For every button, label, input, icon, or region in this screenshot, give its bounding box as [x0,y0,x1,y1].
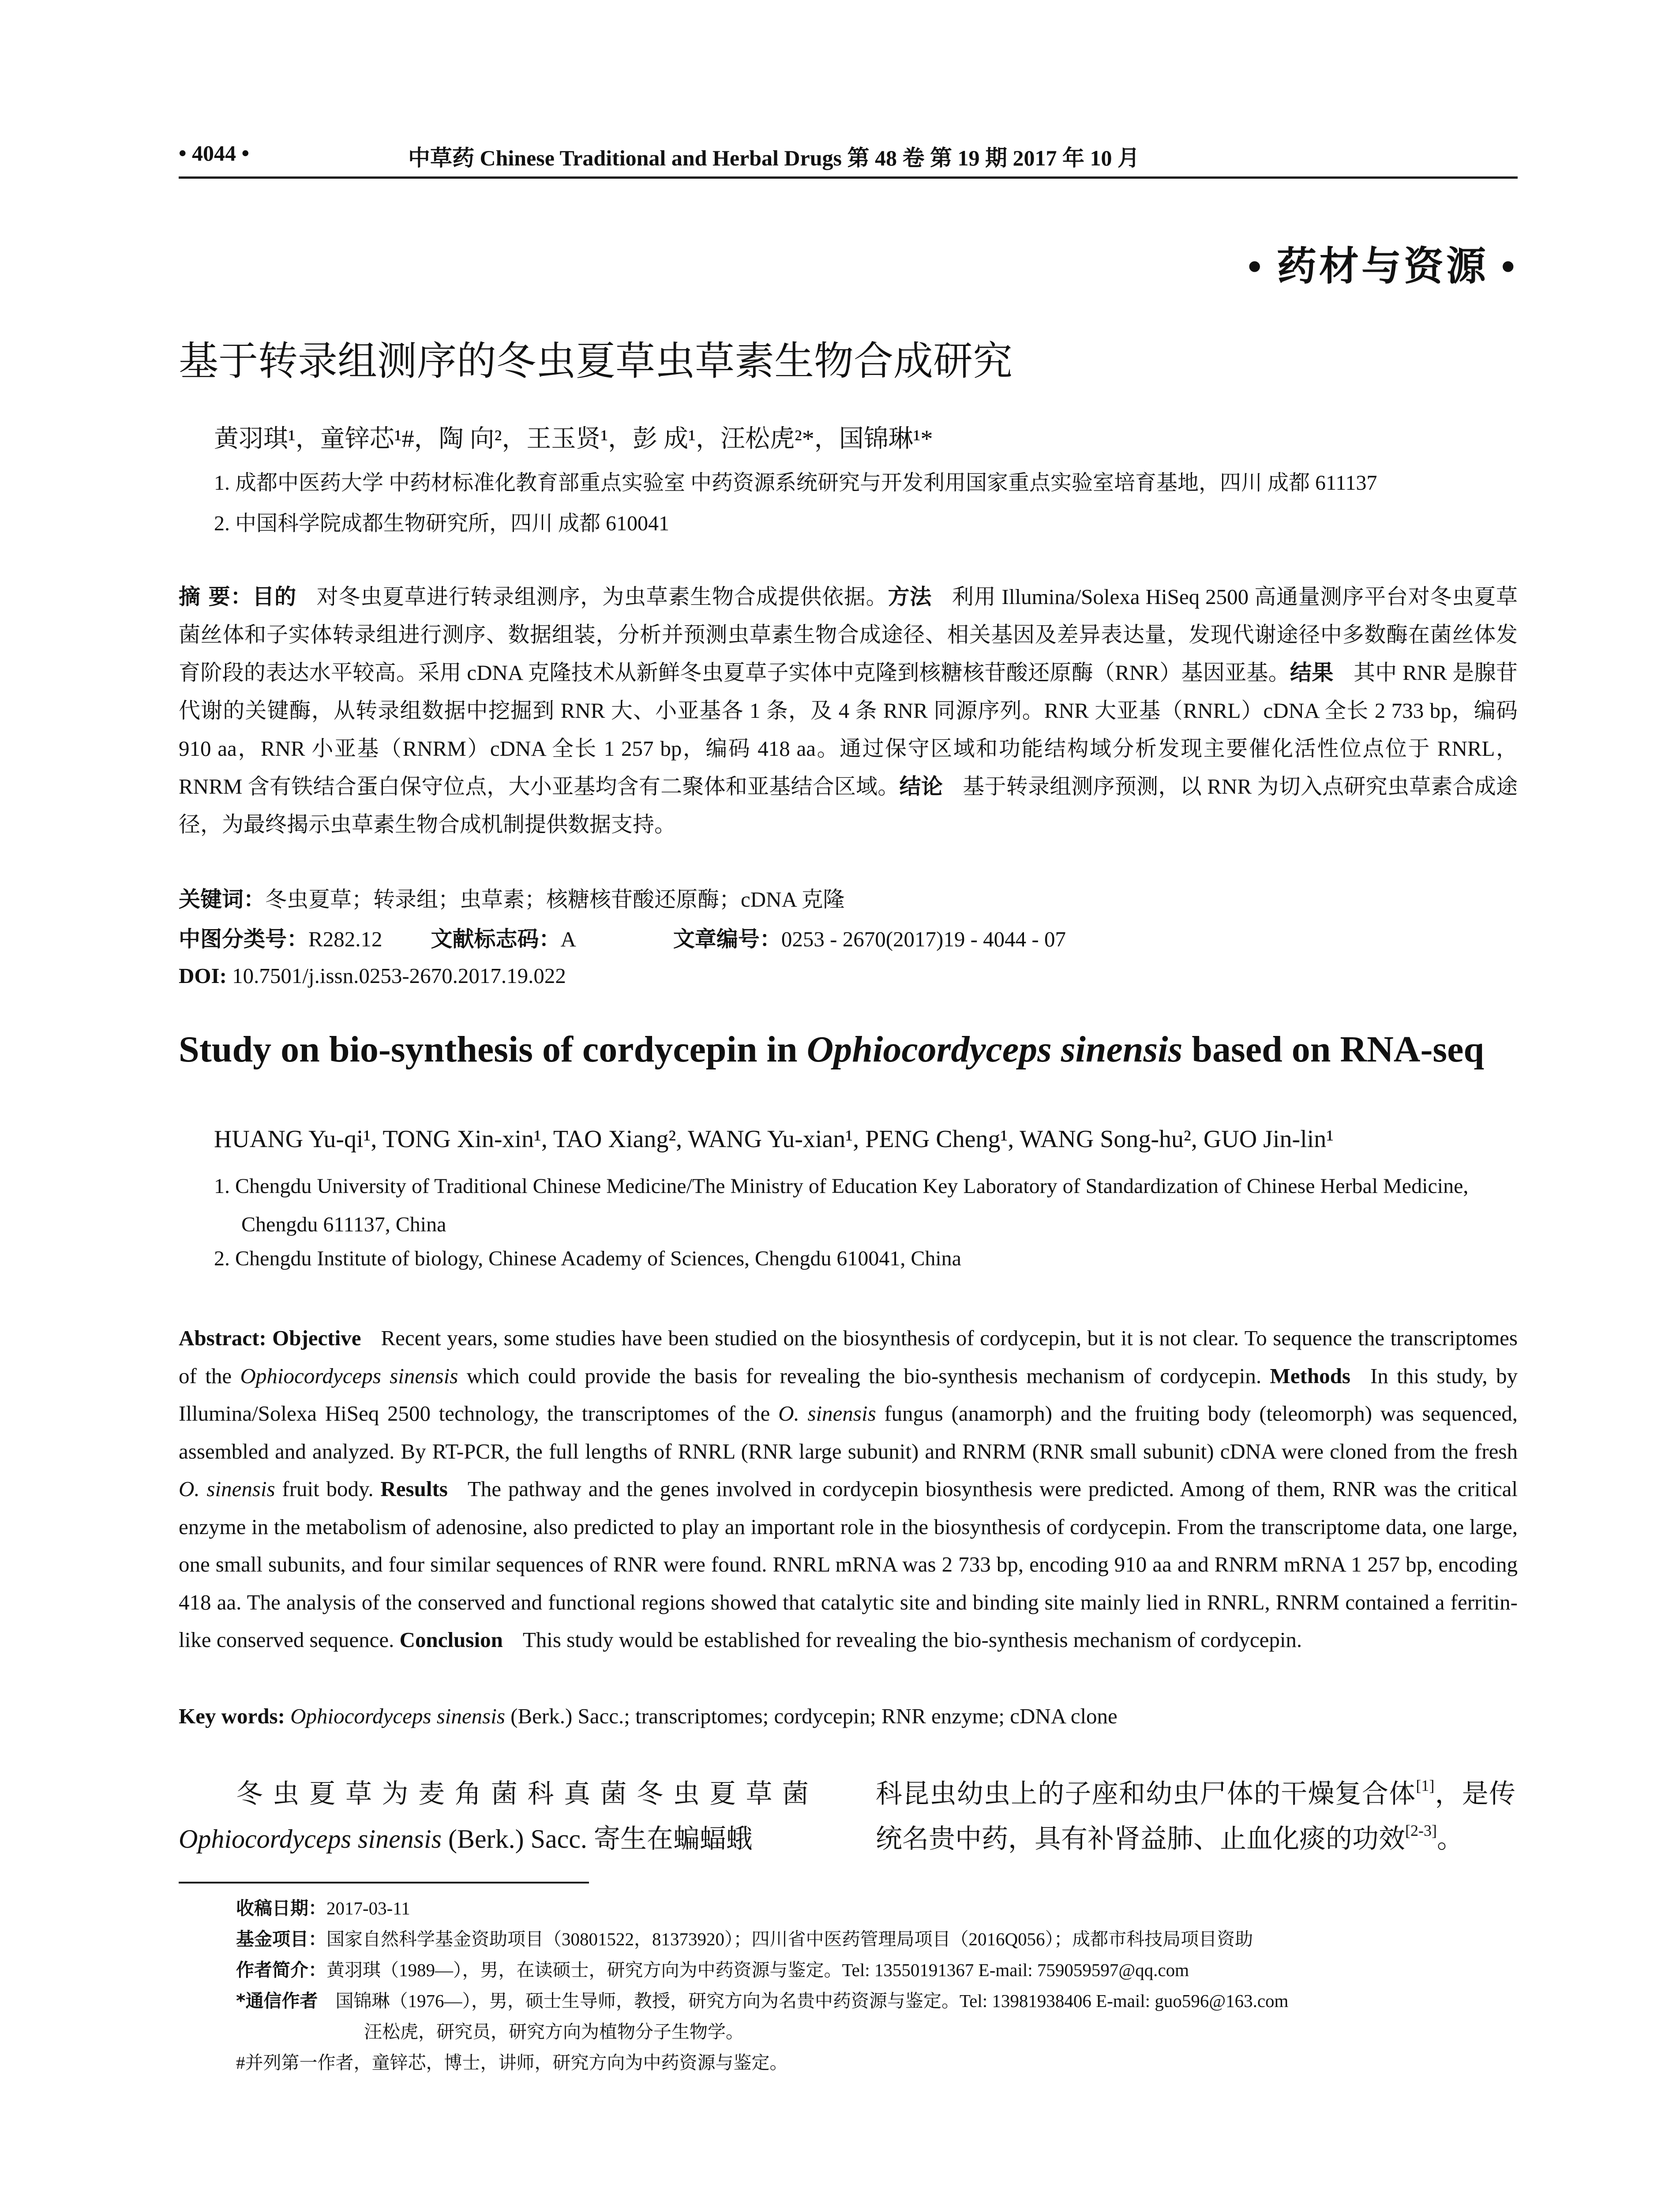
english-affiliation-1: 1. Chengdu University of Traditional Chinese Medicine/The Ministry of Education Key Laboratory of Standardization of Chinese Herbal Medicine, Chengdu 611137, China [214,1174,1469,1236]
footnote-label: 基金项目： [236,1928,326,1950]
methods-text: fruit body. [275,1477,374,1501]
objective-text: 对冬虫夏草进行转录组测序，为虫草素生物合成提供依据。 [316,585,888,609]
footnote-text: 国家自然科学基金资助项目（30801522，81373920）；四川省中医药管理局项目（2016Q056）；成都市科技局项目资助 [326,1929,1253,1949]
species-name: O. sinensis [179,1477,275,1501]
page-number: • 4044 • [179,141,250,165]
body-text: 冬虫夏草为麦角菌科真菌冬虫夏草菌 [236,1779,818,1808]
footnote-corresponding [179,1985,1518,2016]
doi-line [179,963,566,988]
doc-code-value: A [560,927,576,951]
objective-label: 目的 [252,584,296,609]
english-authors: HUANG Yu-qi¹, TONG Xin-xin¹, TAO Xiang², WANG Yu-xian¹, PENG Cheng¹, WANG Song-hu², GUO Jin-lin¹ [214,1126,1334,1153]
footnote-rule [179,1882,589,1883]
methods-text: In this study, by Illumina/Solexa HiSeq 2500 technology, the transcriptomes of the [179,1363,1518,1426]
doi-link[interactable]: 10.7501/j.issn.0253-2670.2017.19.022 [232,964,566,988]
footnote-co-first: #并列第一作者，童锌芯，博士，讲师，研究方向为中药资源与鉴定。 [236,2052,788,2073]
article-no-label: 文章编号： [673,927,781,952]
doc-code-label: 文献标志码： [431,927,561,952]
keywords-text: 冬虫夏草；转录组；虫草素；核糖核苷酸还原酶；cDNA 克隆 [265,887,845,912]
results-label: 结果 [1290,660,1334,685]
chinese-authors: 黄羽琪¹，童锌芯¹#，陶 向²，王玉贤¹，彭 成¹，汪松虎²*，国锦琳¹* [214,425,933,453]
footnote-received [179,1893,1518,1924]
species-name: Ophiocordyceps sinensis [179,1824,442,1853]
results-label: Results [380,1477,448,1501]
chinese-affiliation-1: 1. 成都中医药大学 中药材标准化教育部重点实验室 中药资源系统研究与开发利用国家重点实验室培育基地，四川 成都 611137 [214,471,1377,495]
class-label: 中图分类号： [179,927,309,952]
objective-text: which could provide the basis for revealing the bio-synthesis mechanism of cordycepin. [458,1363,1262,1388]
footnote-fund [179,1924,1518,1955]
header-rule [179,176,1518,179]
footnote-corresponding-2: 汪松虎，研究员，研究方向为植物分子生物学。 [364,2022,744,2042]
footnote-text: 国锦琳（1976—），男，硕士生导师，教授，研究方向为名贵中药资源与鉴定。Tel: 13981938406 E-mail: guo596@163.com [335,1991,1289,2011]
body-text: 。 [1436,1824,1463,1853]
english-title-species: Ophiocordyceps sinensis [806,1029,1183,1070]
objective-text: Recent years, some studies have been studied on the biosynthesis of cordycepin, but it is not clear. To sequence the transcriptomes of the [179,1326,1518,1388]
english-title-part: Study on bio-synthesis of cordycepin in [179,1029,807,1070]
english-title [179,1028,1484,1071]
results-text: The pathway and the genes involved in cordycepin biosynthesis were predicted. Among of them, RNR was the critical enzyme in the metabolism of adenosine, also predicted to play an important role in the biosynthesis of cordycepin. From the transcriptome data, one large, one small subunits, and four similar sequences of RNR were found. RNRL mRNA was 2 733 bp, encoding 910 aa and RNRM mRNA 1 257 bp, encoding 418 aa. The analysis of the conserved and functional regions showed that catalytic site and binding site mainly lied in RNRL, RNRM contained a ferritin-like conserved sequence. [179,1477,1518,1652]
footnote-label: 作者简介： [236,1959,326,1981]
footnote-text: 2017-03-11 [326,1898,410,1918]
keywords-label: 关键词： [179,887,266,912]
chinese-affiliation-2: 2. 中国科学院成都生物研究所，四川 成都 610041 [214,512,670,535]
methods-label: Methods [1270,1363,1350,1388]
species-name: O. sinensis [778,1401,876,1426]
conclusion-text: 基于转录组测序预测，以 RNR 为切入点研究虫草素合成途径，为最终揭示虫草素生物合成机制提供数据支持。 [179,774,1518,837]
body-text: (Berk.) Sacc. 寄生在蝙蝠蛾 [442,1824,753,1853]
body-text: ，是传统名贵中药，具有补肾益肺、止血化痰的功效 [876,1779,1516,1853]
conclusion-text: This study would be established for revealing the bio-synthesis mechanism of cordycepin. [522,1628,1302,1652]
body-text: 科昆虫幼虫上的子座和幼虫尸体的干燥复合体 [876,1779,1416,1808]
body-column-right [876,1771,1515,1861]
citation-ref[interactable]: [2-3] [1405,1822,1437,1839]
doi-label: DOI: [179,964,227,988]
english-affiliation-2: 2. Chengdu Institute of biology, Chinese Academy of Sciences, Chengdu 610041, China [214,1247,961,1270]
methods-label: 方法 [888,584,932,609]
species-name: Ophiocordyceps sinensis [240,1363,458,1388]
class-value: R282.12 [308,927,382,951]
objective-label: Objective [272,1326,361,1350]
english-title-part: based on RNA-seq [1182,1029,1485,1070]
classification-line [179,922,1066,953]
article-no-value: 0253 - 2670(2017)19 - 4044 - 07 [781,927,1066,951]
keywords-text: (Berk.) Sacc.; transcriptomes; cordycepin; RNR enzyme; cDNA clone [505,1704,1118,1728]
english-abstract [179,1319,1518,1659]
methods-text: fungus (anamorph) and the fruiting body (teleomorph) was sequenced, assembled and analyzed. By RT-PCR, the full lengths of RNRL (RNR large subunit) and RNRM (RNR small subunit) cDNA were cloned from the fresh [179,1401,1518,1463]
body-column-left [179,1771,818,1861]
section-label: • 药材与资源 • [1247,245,1518,289]
english-keywords [179,1703,1118,1729]
footnote-author [179,1955,1518,1985]
footnote-label: 收稿日期： [236,1898,326,1919]
footnote-label: *通信作者 [236,1990,318,2011]
chinese-keywords [179,882,844,913]
species-name: Ophiocordyceps sinensis [290,1704,505,1728]
footnote-text: 黄羽琪（1989—），男，在读硕士，研究方向为中药资源与鉴定。Tel: 13550191367 E-mail: 759059597@qq.com [326,1960,1189,1980]
citation-ref[interactable]: [1] [1416,1777,1435,1794]
results-text: 其中 RNR 是腺苷代谢的关键酶，从转录组数据中挖掘到 RNR 大、小亚基各 1 条，及 4 条 RNR 同源序列。RNR 大亚基（RNRL）cDNA 全长 2 733 bp，编码 910 aa，RNR 小亚基（RNRM）cDNA 全长 1 257 bp，编码 418 aa。通过保守区域和功能结构域分析发现主要催化活性位点位于 RNRL，RNRM 含有铁结合蛋白保守位点，大小亚基均含有二聚体和亚基结合区域。 [179,660,1518,799]
methods-text: 利用 Illumina/Solexa HiSeq 2500 高通量测序平台对冬虫夏草菌丝体和子实体转录组进行测序、数据组装，分析并预测虫草素生物合成途径、相关基因及差异表达量，发现代谢途径中多数酶在菌丝体发育阶段的表达水平较高。采用 cDNA 克隆技术从新鲜冬虫夏草子实体中克隆到核糖核苷酸还原酶（RNR）基因亚基。 [179,585,1518,685]
chinese-title: 基于转录组测序的冬虫夏草虫草素生物合成研究 [179,338,1012,384]
journal-name: 中草药 Chinese Traditional and Herbal Drugs 第 48 卷 第 19 期 2017 年 10 月 [408,146,1140,170]
abstract-label: Abstract: [179,1326,266,1350]
conclusion-label: 结论 [899,774,943,799]
abstract-label: 摘 要： [179,584,253,609]
footnotes [179,1893,1518,2078]
running-header [179,140,1518,176]
keywords-label: Key words: [179,1704,285,1728]
chinese-abstract [179,578,1518,882]
conclusion-label: Conclusion [399,1628,503,1652]
